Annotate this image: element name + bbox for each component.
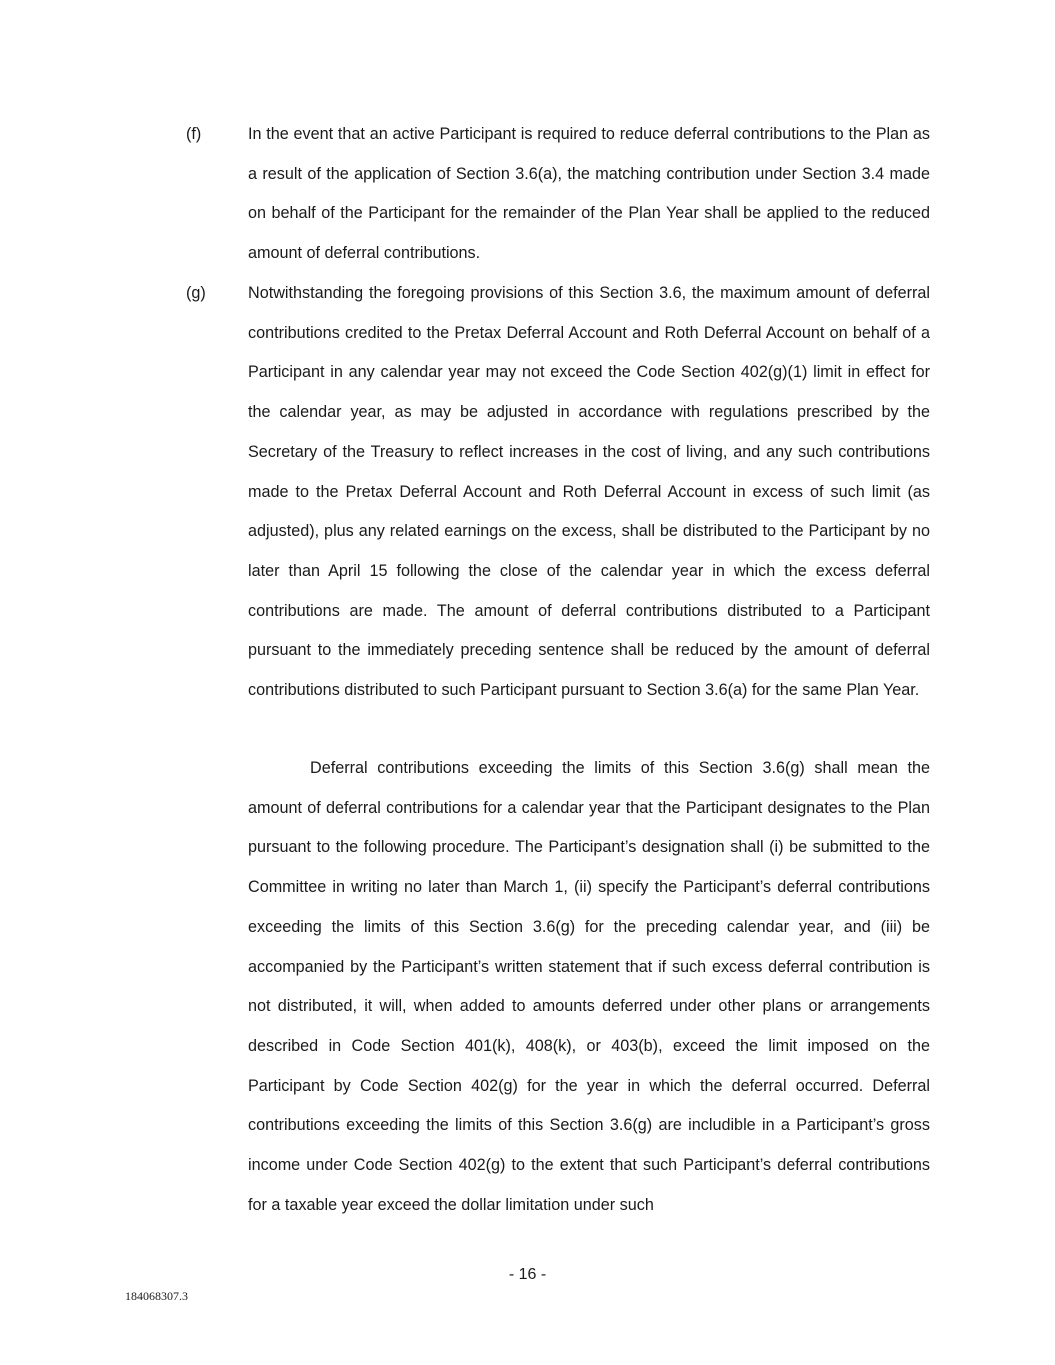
continuation-paragraph: Deferral contributions exceeding the limits of this Section 3.6(g) shall mean the amount of deferral contributions for a calendar year that the Participant designates to the Plan pursuant to the following procedure. The Participant’s designation shall (i) be submitted to the Committee in writing no later than March 1, (ii) specify the Participant’s deferral contributions exceeding the limits of this Section 3.6(g) for the preceding calendar year, and (iii) be accompanied by the Participant’s written statement that if such excess deferral contribution is not distributed, it will, when added to amounts deferred under other plans or arrangements described in Code Section 401(k), 408(k), or 403(b), exceed the limit imposed on the Participant by Code Section 402(g) for the year in which the deferral occurred. Deferral contributions exceeding the limits of this Section 3.6(g) are includible in a Participant’s gross income under Code Section 402(g) to the extent that such Participant’s deferral contributions for a taxable year exceed the dollar limitation under such xyxy=(248,759,930,1214)
document-id: 184068307.3 xyxy=(125,1289,188,1303)
clause-g xyxy=(186,274,930,711)
page-number: - 16 - xyxy=(508,1266,547,1283)
clause-f xyxy=(186,115,930,274)
clause-text: In the event that an active Participant is required to reduce deferral contributions to the Plan as a result of the application of Section 3.6(a), the matching contribution under Section 3.4 made on behalf of the Participant for the remainder of the Plan Year shall be applied to the reduced amount of deferral contributions. xyxy=(248,125,930,263)
clause-label: (g) xyxy=(186,284,206,302)
clause-label: (f) xyxy=(186,125,202,143)
clause-text: Notwithstanding the foregoing provisions of this Section 3.6, the maximum amount of deferral contributions credited to the Pretax Deferral Account and Roth Deferral Account on behalf of a Participant in any calendar year may not exceed the Code Section 402(g)(1) limit in effect for the calendar year, as may be adjusted in accordance with regulations prescribed by the Secretary of the Treasury to reflect increases in the cost of living, and any such contributions made to the Pretax Deferral Account and Roth Deferral Account in excess of such limit (as adjusted), plus any related earnings on the excess, shall be distributed to the Participant by no later than April 15 following the close of the calendar year in which the excess deferral contributions are made. The amount of deferral contributions distributed to a Participant pursuant to the immediately preceding sentence shall be reduced by the amount of deferral contributions distributed to such Participant pursuant to Section 3.6(a) for the same Plan Year. xyxy=(248,284,930,700)
